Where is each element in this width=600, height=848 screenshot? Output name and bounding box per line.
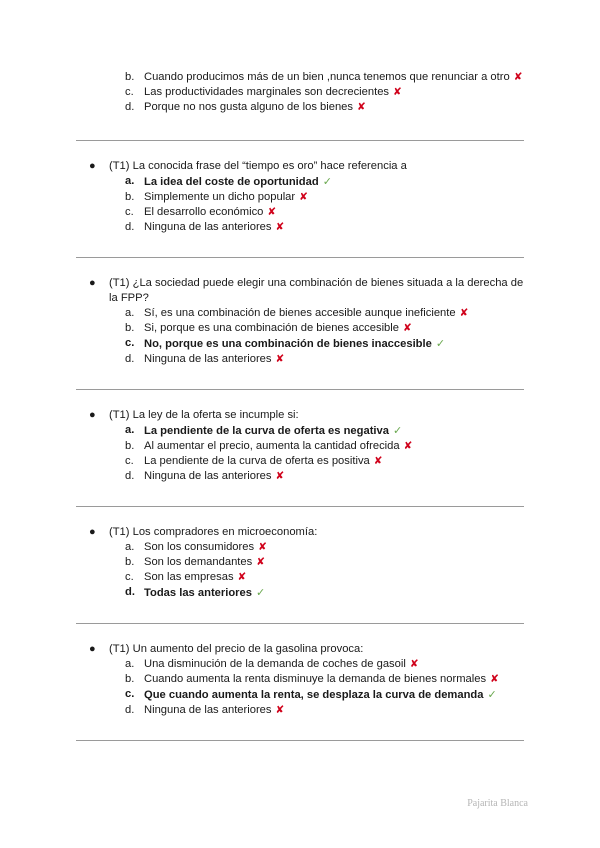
option-text: Ninguna de las anteriores — [144, 353, 272, 365]
option-item-correct — [76, 336, 524, 352]
divider — [76, 140, 524, 141]
option-letter: c. — [125, 571, 134, 583]
wrong-mark-icon: ✘ — [409, 658, 419, 670]
question-4 — [76, 525, 524, 601]
wrong-mark-icon: ✘ — [373, 455, 383, 467]
wrong-mark-icon: ✘ — [267, 206, 277, 218]
option-item — [76, 190, 524, 205]
option-text: Son los demandantes — [144, 556, 253, 568]
option-item — [76, 306, 524, 321]
question-text-row — [76, 525, 524, 540]
question-3 — [76, 408, 524, 484]
option-letter: d. — [125, 353, 135, 365]
option-letter: a. — [125, 541, 135, 553]
option-list — [76, 423, 524, 484]
option-list — [76, 306, 524, 367]
option-item — [76, 439, 524, 454]
option-text: Si, porque es una combinación de bienes accesible — [144, 322, 399, 334]
bullet-icon: ● — [89, 409, 96, 421]
option-text: La pendiente de la curva de oferta es negativa — [144, 425, 389, 437]
option-letter: b. — [125, 322, 135, 334]
option-item-correct — [76, 585, 524, 601]
divider — [76, 740, 524, 741]
wrong-mark-icon: ✘ — [393, 86, 402, 98]
divider — [76, 257, 524, 258]
option-letter: b. — [125, 440, 135, 452]
question-1 — [76, 159, 524, 235]
option-list — [76, 174, 524, 235]
option-letter: d. — [125, 221, 135, 233]
option-item — [76, 85, 524, 100]
bullet-icon: ● — [89, 643, 96, 655]
option-item-correct — [76, 687, 524, 703]
check-mark-icon: ✓ — [255, 586, 266, 599]
option-text: La pendiente de la curva de oferta es positiva — [144, 455, 370, 467]
option-item — [76, 100, 524, 115]
option-item — [76, 352, 524, 367]
option-letter: d. — [125, 101, 135, 113]
option-text: Cuando producimos más de un bien ,nunca tenemos que renunciar a otro — [144, 71, 510, 83]
option-item-correct — [76, 174, 524, 190]
bullet-icon: ● — [89, 160, 96, 172]
option-letter: c. — [125, 688, 135, 700]
option-list — [76, 540, 524, 601]
option-text: Las productividades marginales son decrecientes — [144, 86, 390, 98]
option-text: Son los consumidores — [144, 541, 255, 553]
question-5 — [76, 642, 524, 718]
check-mark-icon: ✓ — [322, 175, 332, 188]
wrong-mark-icon: ✘ — [237, 571, 247, 583]
question-partial — [76, 70, 524, 115]
option-item — [76, 454, 524, 469]
option-item — [76, 555, 524, 570]
option-text: El desarrollo económico — [144, 206, 264, 218]
bullet-icon: ● — [89, 526, 96, 538]
option-text: Cuando aumenta la renta disminuye la demanda de bienes normales — [144, 673, 487, 685]
divider — [76, 623, 524, 624]
option-letter: a. — [125, 658, 135, 670]
question-text: (T1) ¿La sociedad puede elegir una combinación de bienes situada a la derecha de la FPP? — [109, 277, 524, 304]
wrong-mark-icon: ✘ — [403, 440, 413, 452]
option-item — [76, 70, 524, 85]
option-list — [76, 657, 524, 718]
option-text: Todas las anteriores — [144, 587, 252, 599]
option-item — [76, 540, 524, 555]
wrong-mark-icon: ✘ — [403, 322, 412, 334]
divider — [76, 506, 524, 507]
option-item — [76, 220, 524, 235]
footer-watermark: Pajarita Blanca — [467, 798, 528, 809]
wrong-mark-icon: ✘ — [275, 221, 285, 233]
option-letter: c. — [125, 206, 134, 218]
wrong-mark-icon: ✘ — [258, 541, 267, 553]
option-text: Porque no nos gusta alguno de los bienes — [144, 101, 353, 113]
wrong-mark-icon: ✘ — [357, 101, 366, 113]
option-text: Una disminución de la demanda de coches de gasoil — [144, 658, 406, 670]
bullet-icon: ● — [89, 277, 96, 289]
option-item — [76, 321, 524, 336]
wrong-mark-icon: ✘ — [256, 556, 266, 568]
option-text: Sí, es una combinación de bienes accesible aunque ineficiente — [144, 307, 456, 319]
question-text-row — [76, 159, 524, 174]
option-item — [76, 469, 524, 484]
wrong-mark-icon: ✘ — [490, 673, 499, 685]
option-item — [76, 703, 524, 718]
option-letter: a. — [125, 175, 135, 187]
option-item-correct — [76, 423, 524, 439]
wrong-mark-icon: ✘ — [459, 307, 469, 319]
option-text: Al aumentar el precio, aumenta la cantidad ofrecida — [144, 440, 400, 452]
option-item — [76, 672, 524, 687]
question-text-row — [76, 642, 524, 657]
option-item — [76, 205, 524, 220]
option-letter: b. — [125, 556, 135, 568]
wrong-mark-icon: ✘ — [275, 353, 285, 365]
question-text: (T1) Un aumento del precio de la gasolina provoca: — [109, 643, 364, 655]
question-2 — [76, 276, 524, 367]
option-text: La idea del coste de oportunidad — [144, 176, 319, 188]
option-text: Que cuando aumenta la renta, se desplaza la curva de demanda — [144, 689, 484, 701]
wrong-mark-icon: ✘ — [275, 470, 285, 482]
option-letter: d. — [125, 704, 135, 716]
option-letter: a. — [125, 424, 135, 436]
check-mark-icon: ✓ — [435, 337, 446, 350]
option-text: Ninguna de las anteriores — [144, 704, 272, 716]
divider — [76, 389, 524, 390]
check-mark-icon: ✓ — [487, 688, 497, 701]
option-text: No, porque es una combinación de bienes inaccesible — [144, 338, 432, 350]
option-text: Ninguna de las anteriores — [144, 470, 272, 482]
wrong-mark-icon: ✘ — [299, 191, 308, 203]
question-text-row — [76, 408, 524, 423]
option-list — [76, 70, 524, 115]
option-letter: c. — [125, 455, 134, 467]
option-letter: b. — [125, 71, 135, 83]
option-letter: c. — [125, 337, 135, 349]
option-item — [76, 657, 524, 672]
option-letter: c. — [125, 86, 134, 98]
option-text: Simplemente un dicho popular — [144, 191, 296, 203]
option-item — [76, 570, 524, 585]
check-mark-icon: ✓ — [392, 424, 403, 437]
wrong-mark-icon: ✘ — [513, 71, 523, 83]
option-letter: a. — [125, 307, 135, 319]
wrong-mark-icon: ✘ — [275, 704, 285, 716]
option-text: Son las empresas — [144, 571, 234, 583]
option-letter: b. — [125, 191, 135, 203]
question-text: (T1) La conocida frase del “tiempo es oro” hace referencia a — [109, 160, 407, 172]
option-letter: b. — [125, 673, 135, 685]
question-text-row — [76, 276, 524, 306]
question-text: (T1) La ley de la oferta se incumple si: — [109, 409, 299, 421]
option-letter: d. — [125, 586, 135, 598]
option-text: Ninguna de las anteriores — [144, 221, 272, 233]
question-text: (T1) Los compradores en microeconomía: — [109, 526, 318, 538]
option-letter: d. — [125, 470, 135, 482]
